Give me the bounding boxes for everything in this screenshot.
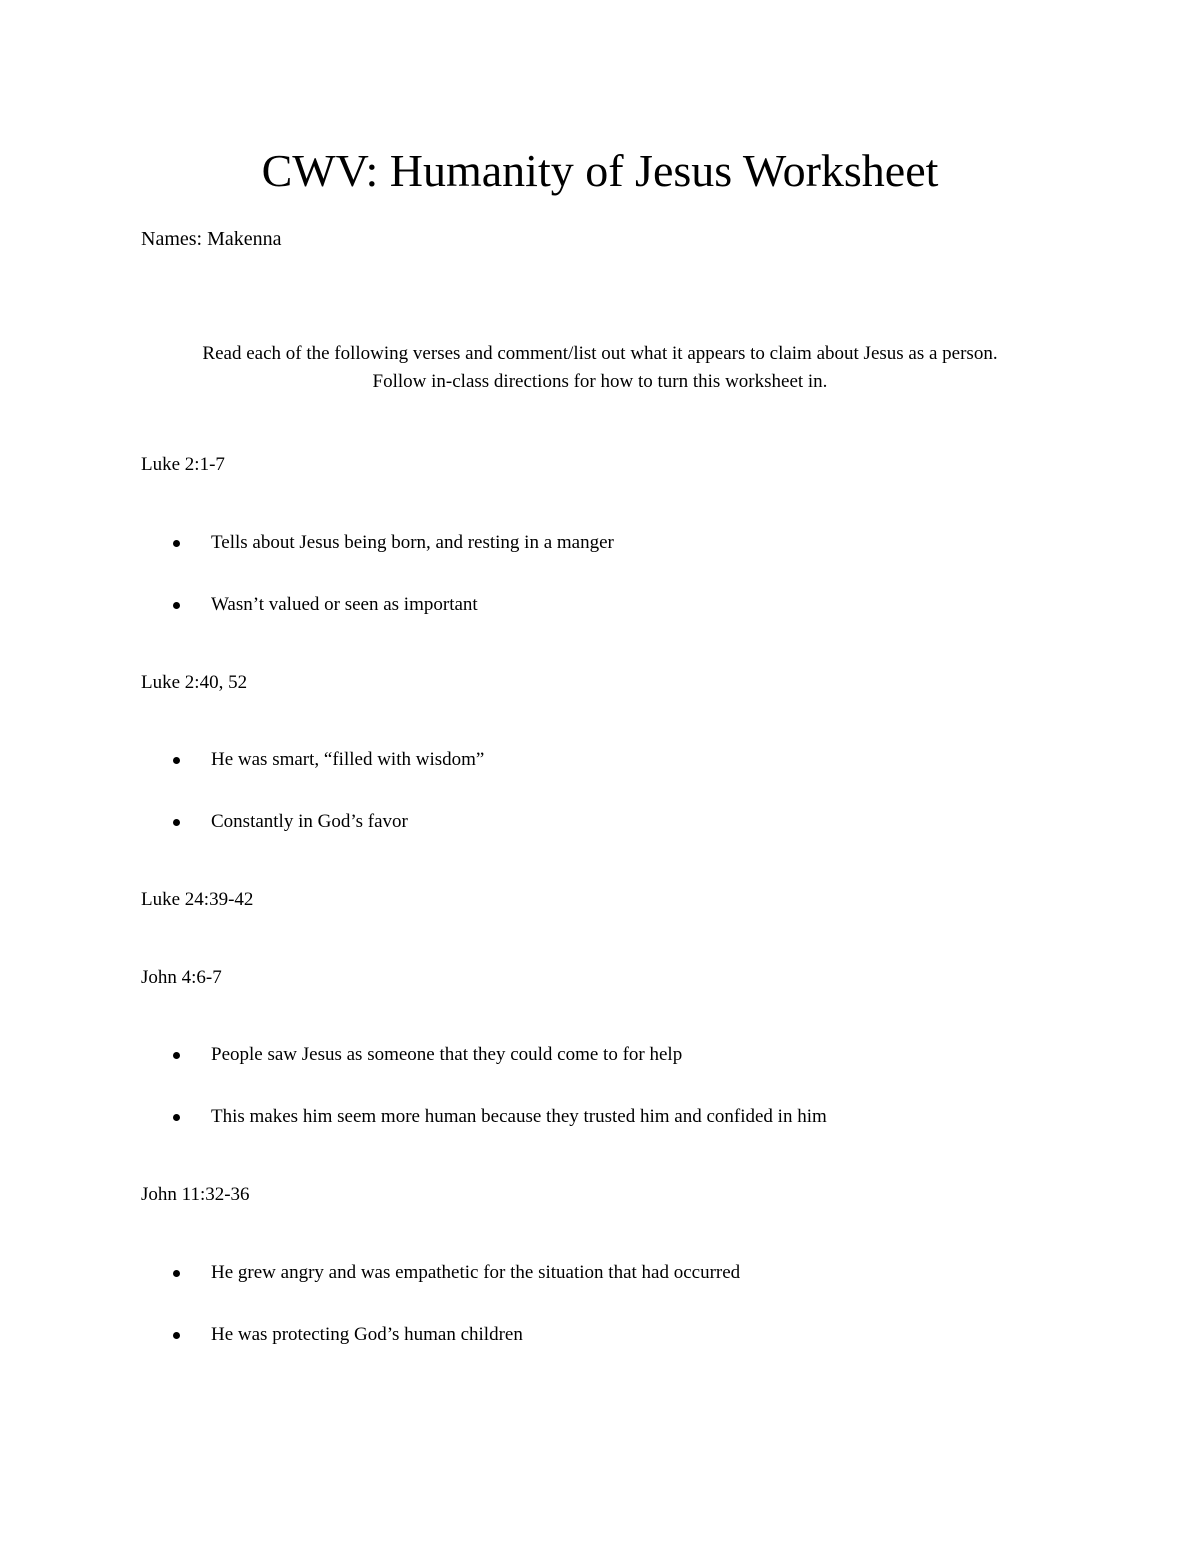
page-title: CWV: Humanity of Jesus Worksheet — [261, 145, 939, 196]
bullet-icon — [173, 602, 180, 609]
section-heading: John 4:6-7 — [141, 967, 222, 988]
list-item-text: Wasn’t valued or seen as important — [211, 594, 478, 615]
bullet-icon — [173, 540, 180, 547]
bullet-icon — [173, 757, 180, 764]
bullet-icon — [173, 1114, 180, 1121]
bullet-icon — [173, 819, 180, 826]
section-heading: Luke 2:1-7 — [141, 454, 225, 475]
list-item — [173, 1042, 682, 1068]
list-item — [173, 530, 614, 556]
instruction-line: Follow in-class directions for how to turn this worksheet in. — [372, 371, 828, 392]
list-item-text: Tells about Jesus being born, and resting in a manger — [211, 532, 614, 553]
list-item — [173, 747, 484, 773]
bullet-icon — [173, 1270, 180, 1277]
list-item-text: He was smart, “filled with wisdom” — [211, 749, 485, 770]
section-heading: Luke 24:39-42 — [141, 889, 254, 910]
list-item-text: This makes him seem more human because they trusted him and confided in him — [211, 1106, 827, 1127]
list-item-text: He grew angry and was empathetic for the situation that had occurred — [211, 1262, 741, 1283]
list-item-text: Constantly in God’s favor — [211, 811, 408, 832]
bullet-icon — [173, 1052, 180, 1059]
list-item — [173, 1260, 740, 1286]
list-item — [173, 809, 408, 835]
list-item — [173, 1104, 827, 1130]
list-item — [173, 1322, 523, 1348]
section-heading: John 11:32-36 — [141, 1184, 250, 1205]
list-item-text: He was protecting God’s human children — [211, 1324, 523, 1345]
instructions — [0, 340, 1200, 396]
instruction-line: Read each of the following verses and comment/list out what it appears to claim about Jesus as a person. — [202, 343, 998, 364]
names-line: Names: Makenna — [141, 228, 282, 250]
list-item — [173, 592, 478, 618]
section-heading: Luke 2:40, 52 — [141, 672, 248, 693]
list-item-text: People saw Jesus as someone that they could come to for help — [211, 1044, 683, 1065]
bullet-icon — [173, 1332, 180, 1339]
